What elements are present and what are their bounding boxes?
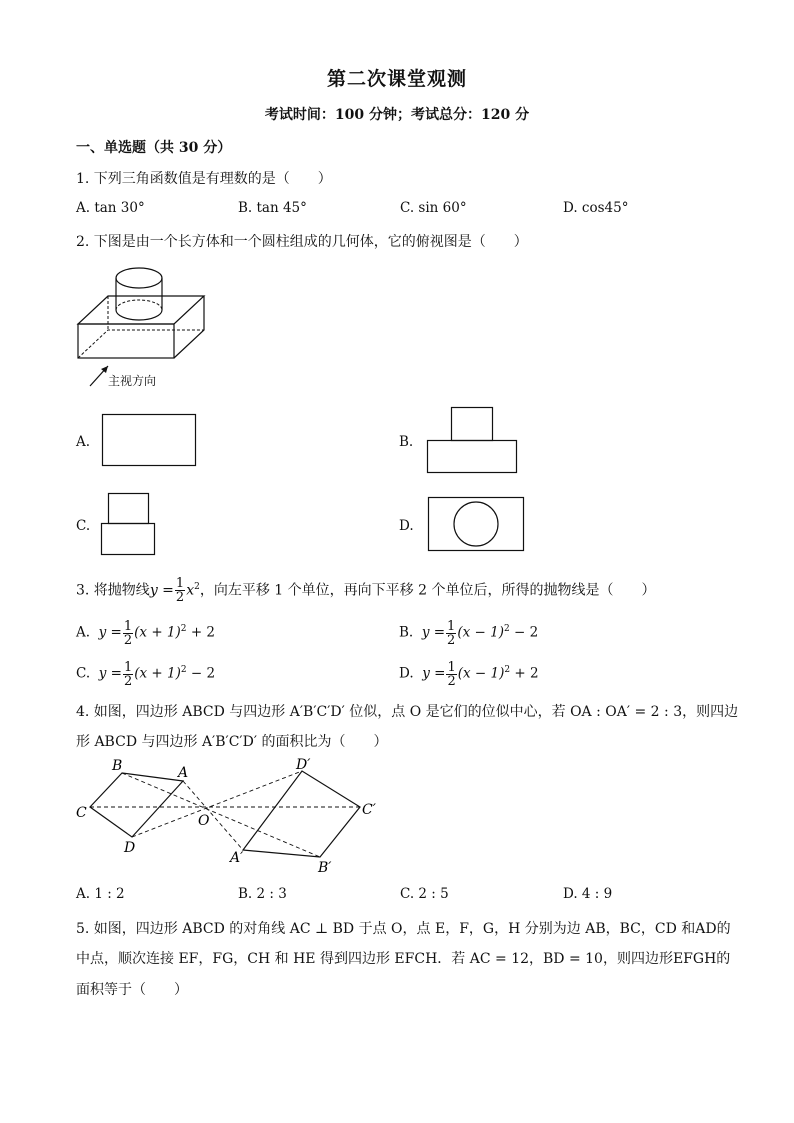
q3-option-b-letter: B. bbox=[399, 624, 414, 641]
q4-option-c[interactable]: C. 2 : 5 bbox=[400, 886, 449, 902]
q4-option-b[interactable]: B. 2 : 3 bbox=[238, 886, 287, 902]
q3-option-b-den: 2 bbox=[447, 632, 456, 648]
question-5-line3: 面积等于（ ） bbox=[76, 982, 188, 998]
q3-option-c-y: y = bbox=[98, 665, 122, 682]
q3-x: x bbox=[186, 582, 195, 599]
q3-option-d-letter: D. bbox=[399, 665, 414, 682]
section-heading: 一、单选题（共 30 分） bbox=[76, 140, 232, 156]
q3-option-c-tail: − 2 bbox=[186, 665, 216, 682]
point-b-prime-label: B′ bbox=[318, 860, 332, 876]
q3-option-b-frac bbox=[446, 620, 456, 647]
q1-option-c[interactable]: C. sin 60° bbox=[400, 200, 467, 216]
q1-option-a[interactable]: A. tan 30° bbox=[76, 200, 145, 216]
q2-option-b-figure[interactable] bbox=[427, 407, 519, 475]
q2-option-c-figure[interactable] bbox=[101, 493, 157, 557]
point-c-label: C bbox=[76, 805, 87, 821]
q3-option-d-frac bbox=[446, 661, 456, 688]
q3-option-a-tail: + 2 bbox=[186, 624, 216, 641]
q3-option-b-y: y = bbox=[421, 624, 446, 641]
q2-option-d-figure[interactable] bbox=[428, 497, 526, 553]
point-a-prime-label: A′ bbox=[230, 850, 244, 866]
q3-option-b-num: 1 bbox=[447, 618, 456, 634]
q3-option-d[interactable] bbox=[399, 656, 539, 688]
q3-option-d-tail: + 2 bbox=[510, 665, 539, 682]
question-3-stem bbox=[76, 572, 655, 606]
q3-option-a-body: (x + 1) bbox=[134, 624, 181, 641]
q3-stem-suffix: ，向左平移 1 个单位，再向下平移 2 个单位后，所得的抛物线是（ ） bbox=[199, 582, 656, 599]
q3-option-c-body: (x + 1) bbox=[134, 665, 181, 682]
q3-exponent: 2 bbox=[194, 582, 200, 592]
q3-fraction-den: 2 bbox=[175, 590, 185, 606]
q3-option-b-exp: 2 bbox=[503, 624, 510, 634]
q1-option-d[interactable]: D. cos45° bbox=[563, 200, 629, 216]
q3-option-a-frac bbox=[123, 620, 133, 647]
question-4-stem-line1: 4. 如图，四边形 ABCD 与四边形 A′B′C′D′ 位似，点 O 是它们的位似中心，若 OA : OA′ = 2 : 3，则四边 bbox=[76, 704, 739, 720]
point-a-label: A bbox=[178, 765, 189, 781]
q3-option-a[interactable] bbox=[76, 615, 215, 647]
q2-option-b-label[interactable]: B. bbox=[399, 434, 414, 450]
point-c-prime-label: C′ bbox=[362, 802, 376, 818]
question-2-stem: 2. 下图是由一个长方体和一个圆柱组成的几何体，它的俯视图是（ ） bbox=[76, 234, 528, 250]
q3-option-c-num: 1 bbox=[123, 659, 133, 675]
question-4-stem-line2: 形 ABCD 与四边形 A′B′C′D′ 的面积比为（ ） bbox=[76, 734, 388, 750]
q3-option-b[interactable] bbox=[399, 615, 538, 647]
point-b-label: B bbox=[112, 758, 123, 774]
q2-option-a-figure[interactable] bbox=[102, 414, 198, 468]
q3-option-b-body: (x − 1) bbox=[457, 624, 504, 641]
q3-option-d-den: 2 bbox=[447, 673, 456, 689]
q3-option-c-exp: 2 bbox=[180, 665, 187, 675]
q3-option-b-tail: − 2 bbox=[509, 624, 539, 641]
page-title: 第二次课堂观测 bbox=[326, 68, 467, 90]
view-direction-label: 主视方向 bbox=[108, 374, 157, 388]
point-d-label: D bbox=[124, 840, 136, 856]
question-5-line1: 5. 如图，四边形 ABCD 的对角线 AC ⊥ BD 于点 O，点 E，F，G，H 分别为边 AB，BC，CD 和AD的 bbox=[76, 921, 731, 937]
q3-option-d-num: 1 bbox=[447, 659, 456, 675]
question-5-line2: 中点，顺次连接 EF，FG，CH 和 HE 得到四边形 EFCH．若 AC = 12，BD = 10，则四边形EFGH的 bbox=[76, 951, 731, 967]
q4-option-d[interactable]: D. 4 : 9 bbox=[563, 886, 613, 902]
q3-option-c-den: 2 bbox=[123, 673, 133, 689]
q2-option-d-label[interactable]: D. bbox=[399, 518, 414, 534]
q2-option-a-label[interactable]: A. bbox=[76, 434, 91, 450]
q3-option-d-exp: 2 bbox=[504, 665, 511, 675]
q3-option-c-letter: C. bbox=[76, 665, 91, 682]
q3-option-a-num: 1 bbox=[123, 618, 133, 634]
q3-fraction bbox=[175, 577, 185, 604]
q3-option-a-exp: 2 bbox=[180, 624, 187, 634]
homothety-figure bbox=[70, 755, 390, 875]
q3-option-a-letter: A. bbox=[76, 624, 91, 641]
q2-option-c-label[interactable]: C. bbox=[76, 518, 91, 534]
q4-option-a[interactable]: A. 1 : 2 bbox=[76, 886, 125, 902]
q3-option-d-y: y = bbox=[422, 665, 446, 682]
q3-y-eq: y = bbox=[149, 582, 174, 599]
q3-option-d-body: (x − 1) bbox=[457, 665, 505, 682]
question-1-stem: 1. 下列三角函数值是有理数的是（ ） bbox=[76, 171, 332, 187]
q3-option-a-den: 2 bbox=[123, 632, 133, 648]
q3-stem-prefix: 3. 将抛物线 bbox=[76, 582, 150, 599]
point-o-label: O bbox=[198, 813, 210, 829]
point-d-prime-label: D′ bbox=[296, 757, 311, 773]
q1-option-b[interactable]: B. tan 45° bbox=[238, 200, 307, 216]
q3-fraction-num: 1 bbox=[175, 576, 185, 592]
exam-info: 考试时间：100 分钟；考试总分：120 分 bbox=[264, 107, 530, 123]
q3-option-c-frac bbox=[123, 661, 133, 688]
q3-option-c[interactable] bbox=[76, 656, 215, 688]
q3-option-a-y: y = bbox=[98, 624, 122, 641]
solid-figure bbox=[70, 260, 210, 390]
